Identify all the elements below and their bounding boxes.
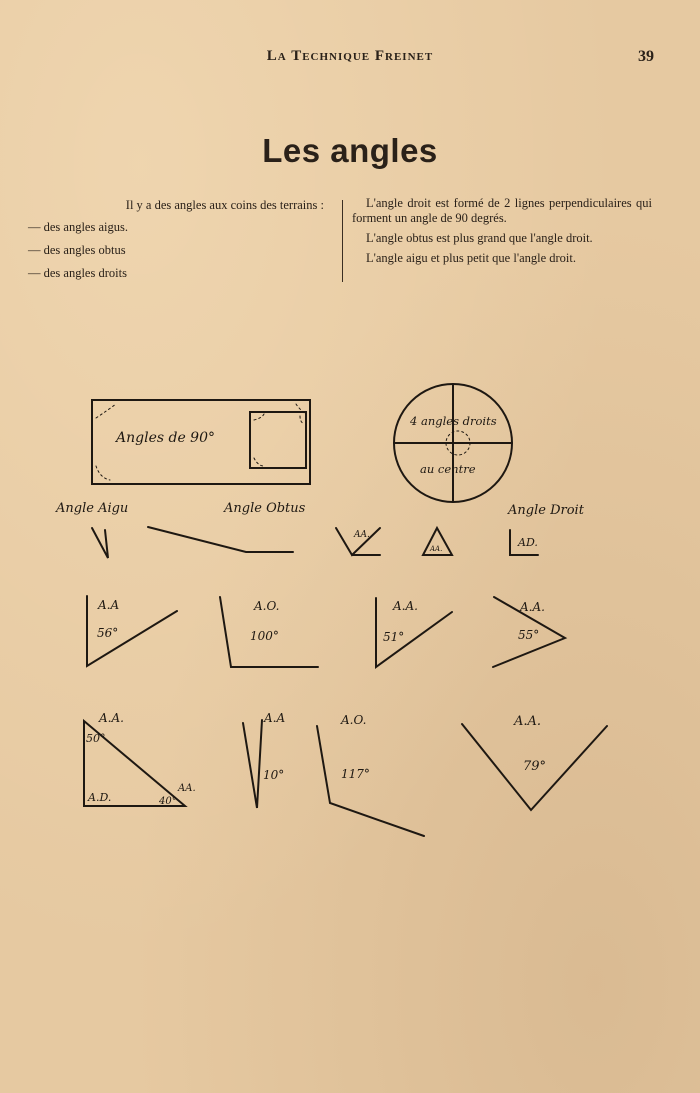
triangle-top-abbr: A.A.: [99, 711, 124, 725]
circle-top-label: 4 angles droits: [410, 414, 497, 428]
list-item: — des angles aigus.: [28, 220, 128, 234]
angle-100-deg: 100°: [250, 629, 279, 643]
triangle-angle-top: 50°: [86, 732, 106, 745]
small-triangle-label: AA.: [430, 545, 443, 553]
thin-angle-abbr: A.A: [264, 711, 286, 725]
inner-square: [250, 412, 306, 468]
angle-droit-label: Angle Droit: [508, 503, 584, 518]
rectangle-label: Angles de 90°: [116, 430, 215, 446]
triangle-right-aa: AA.: [178, 783, 196, 794]
page-title: Les angles: [262, 132, 438, 169]
triangle-angle-right: 40°: [159, 796, 177, 807]
list-item: — des angles droits: [28, 266, 127, 280]
list-item: — des angles obtus: [28, 243, 126, 257]
angle-aigu-small: [92, 528, 108, 558]
small-right-label: AD.: [518, 536, 538, 549]
running-title: La Technique Freinet: [266, 48, 434, 64]
obtuse-117: [317, 726, 424, 836]
angle-55-abbr: A.A.: [520, 600, 545, 614]
small-v-label: AA.: [354, 530, 370, 540]
page-number: 39: [638, 48, 654, 65]
angle-56-deg: 56°: [97, 626, 119, 640]
definition-paragraph: L'angle obtus est plus grand que l'angle droit.: [366, 231, 593, 245]
v-angle-abbr: A.A.: [514, 714, 542, 729]
angle-obtus-label: Angle Obtus: [224, 501, 306, 516]
circle-bottom-label: au centre: [420, 462, 476, 476]
definition-paragraph: L'angle droit est formé de 2 lignes perpendiculaires qui forment un angle de 90 degrés.: [352, 196, 652, 225]
angle-aigu-label: Angle Aigu: [56, 501, 129, 516]
obtuse-117-deg: 117°: [341, 767, 370, 781]
intro-text: Il y a des angles aux coins des terrains :: [125, 198, 324, 212]
angle-51-abbr: A.A.: [393, 599, 418, 613]
thin-angle-deg: 10°: [263, 768, 285, 782]
definition-paragraph: L'angle aigu et plus petit que l'angle droit.: [366, 251, 577, 265]
angle-55-deg: 55°: [518, 628, 540, 642]
angle-100-abbr: A.O.: [254, 599, 280, 613]
thin-angle-10: [243, 720, 262, 808]
triangle-right-abbr: A.D.: [88, 791, 112, 804]
v-angle-deg: 79°: [523, 759, 547, 774]
angle-56-abbr: A.A: [98, 598, 120, 612]
obtuse-117-abbr: A.O.: [341, 713, 367, 727]
angle-51-deg: 51°: [383, 630, 405, 644]
angle-obtus-small: [148, 527, 293, 552]
